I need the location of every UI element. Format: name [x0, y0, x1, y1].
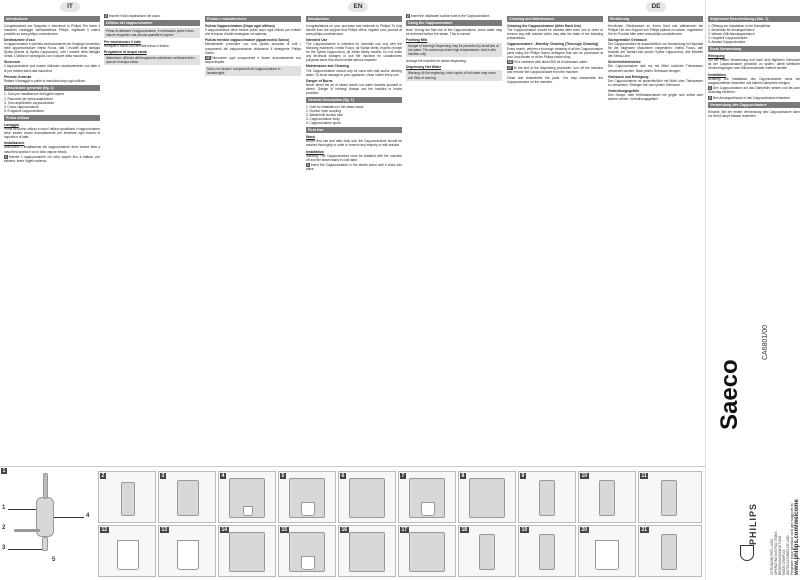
- it-column-3: [205, 14, 301, 464]
- en-intro-header: Introduction: [306, 16, 402, 22]
- it-desc-item: 1. Tubo per installazione dell'ugello vapore: [4, 92, 65, 97]
- step-number-badge: 12: [101, 527, 108, 533]
- register-url[interactable]: www.philips.com/welcome: [794, 499, 800, 575]
- philips-shield-icon: [740, 545, 754, 561]
- it-column-2: [104, 14, 200, 464]
- step-badge: 1: [307, 163, 309, 168]
- it-intro-header: Introduzione: [4, 16, 100, 22]
- step-panel-12: [98, 525, 156, 577]
- it-desc-item: 3. Tubo aspirazione cappuccinatore: [4, 100, 55, 105]
- step-text: Inserire il cappuccinatore nel tubo vapore fino a battuta, per estrarre, tirare l'ugello esterno.: [4, 155, 100, 164]
- en-gen-item: 2. Suction hose coupling: [306, 108, 341, 113]
- it-safety-header: Sicurezza: [4, 60, 20, 65]
- legend-label: 4: [86, 513, 90, 519]
- step-number-badge: 18: [461, 527, 468, 533]
- step-number-badge: 11: [641, 473, 647, 479]
- de-burn-text: Den Dampf- oder Heißwasserstrahl nie gegen sich selbst oder andere richten. Verbrühungsgefahr!: [608, 93, 703, 102]
- register-text: Register your product and get support at: [789, 503, 794, 575]
- step-panel-6: [338, 471, 396, 523]
- it-inst-header: Installazione: [4, 141, 25, 146]
- de-gen-item: 2. Anschluss für Ansaugschlauch: [708, 27, 755, 32]
- it-desc-item: 5. Erogatore cappuccinatore: [4, 108, 45, 113]
- instr-line: BEDIENUNGSANLEITUNG: [778, 535, 782, 575]
- en-first-header: First Use: [306, 127, 402, 133]
- en-wash-text: Before first use and after daily use, the Cappuccinatore should be washed thoroughly in order to remove any impurity or milk residue.: [306, 139, 402, 148]
- it-milk-text: Riempire il bricco con del latte fresco e freddo.: [104, 43, 170, 48]
- it-end-text: Settare il dosaggio e pulire la macchina dopo ogni utilizzo.: [4, 78, 87, 83]
- en-clean-header: Cleaning and Maintenance: [507, 16, 603, 22]
- de-intro-header: Einführung: [608, 16, 703, 22]
- steam-wand-drawing: [43, 473, 48, 499]
- step-number-badge: 19: [521, 527, 528, 533]
- de-gen-header: Allgemeine Beschreibung (Abb. 1): [708, 16, 800, 22]
- it-dest-header: Destinazione d'uso: [4, 37, 35, 42]
- step-panel-5: [278, 471, 336, 523]
- step-panel-13: [158, 525, 216, 577]
- step-number-badge: 16: [341, 527, 348, 533]
- it-safety-text: Il cappuccinatore può essere utilizzato esclusivamente con latte o tè per evitare danni alla macchina.: [4, 64, 100, 73]
- step-panel-18: [458, 525, 516, 577]
- legend-label: 5: [52, 557, 56, 563]
- en-intro-text: Congratulations on your purchase and welcome to Philips! To fully benefit from the support that Philips offers, register your product at www.philips.com/welcome.: [306, 23, 402, 36]
- step-number-badge: 21: [641, 527, 648, 533]
- cup-drawing: [301, 502, 315, 516]
- de-gen-item: 5. Auslauf Cappuccinatore: [708, 39, 746, 44]
- step-text: Insert the milk/water suction tube in the Cappuccinatore.: [410, 14, 491, 18]
- it-column-1: [4, 14, 100, 464]
- it-step-ok: [205, 56, 301, 64]
- de-gen-item: 3. Wasser-/Milchansaugschlauch: [708, 31, 755, 36]
- machine-drawing: [599, 480, 615, 516]
- de-clean-header: Gebrauch und Reinigung: [608, 74, 649, 79]
- en-gen-list: [306, 105, 402, 125]
- en-gen-item: 5. Cappuccinatore spout: [306, 121, 341, 126]
- step-badge: 17: [508, 65, 512, 70]
- cup-drawing: [243, 506, 253, 516]
- de-safety-text: Der Cappuccinatore darf nur mit Milch und/oder Trinkwasser verwendet werden. Nach jedem Gebrauch reinigen.: [608, 64, 703, 73]
- step-text: At the end of the dispensing procedure, turn off the machine and remove the Cappuccinatore from the machine.: [507, 65, 603, 75]
- legend-label: 2: [2, 525, 6, 531]
- en-gen-item: 1. Hole for installation in the steam wand: [306, 104, 364, 109]
- step-number-badge: 2: [101, 473, 105, 479]
- en-froth-text: Arrange the machine for steam dispensing.: [406, 59, 467, 64]
- machine-drawing: [479, 534, 495, 570]
- instr-line: MODE D'EMPLOI: [782, 549, 786, 575]
- it-desc-header: Descrizione generale (fig. 1): [4, 85, 100, 91]
- leader-line: [54, 517, 84, 518]
- en-step-fill: [507, 60, 603, 64]
- de-burn-header: Verbrühungsgefahr: [608, 88, 640, 93]
- en-danger-header: Danger of Burns: [306, 78, 333, 83]
- en-column-2: [406, 14, 502, 464]
- cup-drawing: [117, 540, 139, 570]
- en-monthly-header: Cappuccinatore - Monthly Cleaning (Thorough Cleaning): [507, 42, 599, 47]
- de-column-1: [608, 14, 703, 464]
- de-clean-text: Der Cappuccinatore ist ausschließlich mit Milch oder Trinkwasser zu verwenden, Reinigen Sie nach jedem Gebrauch.: [608, 78, 703, 87]
- step-panel-15: [278, 525, 336, 577]
- cover-spine: [705, 0, 802, 580]
- en-ops-header: Using the Cappuccinatore: [406, 20, 502, 26]
- step-number-badge: 9: [521, 473, 525, 479]
- step-panel-4: [218, 471, 276, 523]
- en-gen-item: 3. Waste/milk suction tube: [306, 112, 344, 117]
- it-ops-header: Utilizzo del cappuccinatore: [104, 20, 200, 26]
- cup-drawing: [421, 502, 435, 516]
- lang-badge-en: EN: [348, 2, 368, 12]
- en-step-last: [507, 66, 603, 74]
- step-badge: 13: [206, 56, 210, 61]
- step-number-badge: 14: [221, 527, 228, 533]
- step-panel-3: [158, 471, 216, 523]
- step-text: Insert the Cappuccinatore in the steam wand until it clicks into place.: [306, 163, 402, 172]
- cup-drawing: [177, 540, 199, 570]
- en-froth-header: Frothing Milk: [406, 37, 428, 42]
- de-inst-text: Achtung! Die Installation des Cappuccinatore muss bei ausgeschalteter Maschine und kaltem Dampfrohr erfolgen.: [708, 76, 800, 85]
- en-danger-text: Never direct the jet of steam and/or hot water towards yourself or others. Danger of burning! Always use the handles or knobs provided.: [306, 82, 402, 95]
- it-inst-text: Attenzione! L'installazione del cappuccinatore deve essere fatta a macchina spenta e con il tubo vapore freddo.: [4, 145, 100, 154]
- en-inst-text: Warning! The Cappuccinatore must be installed with the machine off and the steam wand in cold state.: [306, 153, 402, 162]
- step-number-badge: 17: [401, 527, 408, 533]
- it-clean-sub: Pulizia Cappuccinatore (Dopo ogni utilizzo): [205, 24, 275, 29]
- step-number-badge: 7: [401, 473, 405, 479]
- step-badge: 1: [5, 155, 7, 160]
- it-first-header: Primo utilizzo: [4, 115, 100, 121]
- it-milk-header: Per emulsionare il latte: [104, 39, 142, 44]
- figure-number: 1: [2, 468, 6, 474]
- step-text: Rimuovere ogni componente e lavare accuratamente con acqua tiepida.: [205, 56, 301, 65]
- it-desc-item: 4. Corpo cappuccinatore: [4, 104, 39, 109]
- step-panel-11: [638, 471, 702, 523]
- leader-line: [8, 509, 36, 510]
- en-inst-header: Installation: [306, 149, 324, 154]
- it-hot-text: Attenzione: all'inizio dell'erogazione potrebbero verificarsi brevi spruzzi di acqua calda.: [104, 55, 200, 65]
- step-badge: 1: [709, 86, 711, 91]
- en-column-3: [507, 14, 603, 464]
- step-text: Inserire il tubo aspirazione nel corpo.: [108, 14, 161, 18]
- instr-line: OPERATING INSTRUCTIONS: [774, 531, 778, 575]
- en-maint-text: The Cappuccinatore should only be used with milk and/or drinking water. To avoid damage to your appliance, clean it after every use.: [306, 68, 402, 77]
- de-first-header: Erste Verwendung: [708, 46, 800, 52]
- machine-drawing: [469, 478, 505, 518]
- step-badge: 2: [105, 14, 107, 18]
- step-text: Fill a container with about 500 ml of lukewarm water.: [513, 60, 588, 65]
- step-panel-9: [518, 471, 576, 523]
- machine-drawing: [229, 532, 265, 572]
- it-intro-text: Congratulazioni per l'acquisto e benvenuti in Philips! Per trarre il massimo vantaggio dall'assistenza Philips, registrate il vostro prodotto su www.philips.com/welcome.: [4, 23, 100, 36]
- step-number-badge: 15: [281, 527, 288, 533]
- machine-drawing: [349, 478, 385, 518]
- en-gen-header: General Description (fig. 1): [306, 97, 402, 103]
- step-number-badge: 13: [161, 527, 168, 533]
- suction-tube-drawing: [14, 529, 40, 532]
- step-number-badge: 10: [581, 473, 588, 479]
- machine-drawing: [661, 534, 677, 570]
- model-code: CA6801/00: [762, 324, 769, 360]
- step-panel-14: [218, 525, 276, 577]
- step-panel-21: [638, 525, 702, 577]
- step-panel-16: [338, 525, 396, 577]
- it-dest-text: Il cappuccinatore è previsto esclusivamente per l'impiego domestico nelle apparecchiature Intelia Focus, tutti i modelli della famiglia Syntia (tranne la Syntia Cappuccino), tutti i modelli della famiglia Xelsis. L'utilizzo è conseguito con il vapore della macchina.: [4, 41, 100, 59]
- it-end-header: Periodo d'utenza: [4, 74, 32, 79]
- step-panel-10: [578, 471, 636, 523]
- cup-drawing: [595, 540, 619, 570]
- it-wash-header: Lavaggio: [4, 122, 19, 127]
- leader-line: [8, 549, 42, 550]
- step-text: Den Ansaugschlauch in den Cappuccinatore einsetzen.: [712, 96, 791, 100]
- de-use-header: Sachgemäßer Gebrauch: [608, 37, 648, 42]
- machine-drawing: [539, 480, 555, 516]
- step-panel-19: [518, 525, 576, 577]
- en-step-2: [406, 14, 502, 18]
- legend-label: 3: [2, 545, 6, 551]
- step-badge: 13: [508, 60, 512, 65]
- de-ops-header: Verwendung des Cappuccinatore: [708, 102, 800, 108]
- it-wash-text: Prima del primo utilizzo e dopo l'utilizzo quotidiano il cappuccinatore deve essere lavato accuratamente per eliminare ogni traccia di impurità e di latte.: [4, 127, 100, 140]
- it-hot-header: Erogazione di acqua calda: [104, 50, 147, 55]
- step-panel-8: [458, 471, 516, 523]
- step-number-badge: 8: [461, 473, 465, 479]
- machine-drawing: [409, 532, 445, 572]
- step-number-badge: 3: [161, 473, 165, 479]
- step-number-badge: 4: [221, 473, 225, 479]
- en-wash-header: Wash: [306, 135, 315, 140]
- it-clean-text: Il cappuccinatore deve essere pulito dopo ogni utilizzo per evitare che le tracce di latte rimangano nel sistema.: [205, 28, 301, 37]
- machine-drawing: [349, 532, 385, 572]
- it-ops-note: Prima di utilizzare il cappuccinatore, è necessario pulire il tubo vapore erogando una piccola quantità di vapore.: [104, 28, 200, 38]
- it-step-2: [104, 14, 200, 18]
- figure-1-exploded-view: [0, 467, 95, 580]
- step-panel-2: [98, 471, 156, 523]
- machine-drawing: [121, 482, 135, 516]
- en-step-1: [306, 163, 402, 171]
- it-desc-item: 2. Raccordo per presa aspirazione: [4, 96, 53, 101]
- en-column-1: [306, 14, 402, 464]
- cup-drawing: [301, 556, 315, 570]
- machine-drawing: [539, 534, 555, 570]
- de-wash-text: Vor der ersten Verwendung und nach dem täglichen Gebrauch ist der Cappuccinatore gründlich zu spülen, damit sämtliche Verunreinigungen oder Milchrückstände entfernt werden.: [708, 58, 800, 71]
- brand-logo-saeco: Saeco: [716, 359, 743, 430]
- de-ops-text: Hinweis: Bei der ersten Verwendung des Cappuccinatore kann vor dem Dampf Wasser austreten.: [708, 109, 800, 118]
- en-hotwater-header: Dispensing Hot Water: [406, 65, 442, 70]
- it-monthly-header: Pulizia mensile cappuccinatore (apparecchio Saeco): [205, 38, 290, 43]
- en-ops-text: Note: During the first use of the Cappuccinatore, some water may be delivered before the steam. This is normal.: [406, 27, 502, 36]
- de-inst-header: Installation: [708, 72, 726, 77]
- step-panel-7: [398, 471, 456, 523]
- step-badge: 2: [407, 14, 409, 18]
- de-gen-item: 4. Hauptteil Cappuccinatore: [708, 35, 748, 40]
- de-wash-header: Reinigung: [708, 54, 725, 59]
- de-safety-header: Sicherheitshinweise: [608, 60, 641, 65]
- it-note: Nota: non lavare i componenti del cappuccinatore in lavastoviglie.: [205, 66, 301, 76]
- en-maint-header: Maintenance and Cleaning: [306, 64, 349, 69]
- en-note: Clean and reassemble the parts. You may reassemble the Cappuccinatore on the machine.: [507, 75, 603, 84]
- instr-line: INSTRUCCIONES DE USO: [786, 535, 790, 575]
- illustration-strip: [0, 466, 705, 580]
- step-number-badge: 5: [281, 473, 285, 479]
- it-clean-header: Pulizia e manutenzione: [205, 16, 301, 22]
- de-intro-text: Herzlichen Glückwunsch zu Ihrem Kauf und willkommen bei Philips! Um den Support von Philips optimal zu nutzen, registrieren Sie Ihr Produkt bitte unter www.philips.com/welcome.: [608, 23, 703, 36]
- it-desc-list: [4, 92, 100, 112]
- step-text: Den Cappuccinatore auf das Dampfrohr setzen und bis zum Anschlag schieben.: [708, 86, 800, 95]
- spout-drawing: [42, 537, 48, 551]
- lang-badge-it: IT: [60, 2, 80, 12]
- en-use-header: Intended Use: [306, 37, 328, 42]
- it-step-1: [4, 155, 100, 163]
- de-use-text: Der Cappuccinatore ist ausschließlich zur Verwendung im Haushalt für die folgenden Maschinen vorgesehen: Intelia Focus, alle Modelle der Syntia-Linie (außer Syntia Cappuccino), alle Modelle der Xelsis-Linie.: [608, 41, 703, 59]
- lang-badge-de: DE: [646, 2, 666, 12]
- step-panel-20: [578, 525, 636, 577]
- de-gen-item: 1. Öffnung zur Installation in der Dampfdüse: [708, 23, 771, 28]
- en-clean-text: The Cappuccinatore should be cleaned after each use in order to remove any milk residue which may alter the taste of the following preparations.: [507, 28, 603, 41]
- en-hotwater-text: Warning: At the beginning, short spurts of hot water may come out. Risk of burning.: [406, 70, 502, 80]
- machine-drawing: [661, 480, 677, 516]
- en-use-text: The Cappuccinatore is intended for domestic use only with the following machines: Intelia Focus, all Syntia family models (except for the Syntia Cappuccino), all Xelsis family models. Do not make any technical changes or use the machine for unauthorized purposes since this would create serious hazards!: [306, 41, 402, 63]
- step-badge: 2: [709, 96, 711, 100]
- en-gen-item: 4. Cappuccinatore body: [306, 116, 340, 121]
- step-number-badge: 6: [341, 473, 345, 479]
- step-panel-17: [398, 525, 456, 577]
- en-monthly-text: Every month, perform a thorough cleaning of all the Cappuccinatore parts using the Philips Saeco detergent that can be purchased at your local dealer or at the Philips online shop.: [507, 46, 603, 59]
- en-froth-note: Danger of burning! Dispensing may be preceded by small jets of hot water. The wand may reach high temperatures: hold it with handles only.: [406, 43, 502, 57]
- instr-line: ISTRUZIONI PER L'USO: [770, 539, 774, 575]
- it-monthly-text: Mensilmente procedere con una pulizia accurata di tutti i componenti del cappuccinatore utilizzando il detergente Philips Saeco.: [205, 42, 301, 55]
- brand-logo-philips: PHILIPS: [748, 502, 758, 545]
- machine-drawing: [177, 480, 199, 516]
- en-clean-sub: Cleaning the Cappuccinatore (After Each Use): [507, 24, 582, 29]
- legend-label: 1: [2, 505, 6, 511]
- step-number-badge: 20: [581, 527, 588, 533]
